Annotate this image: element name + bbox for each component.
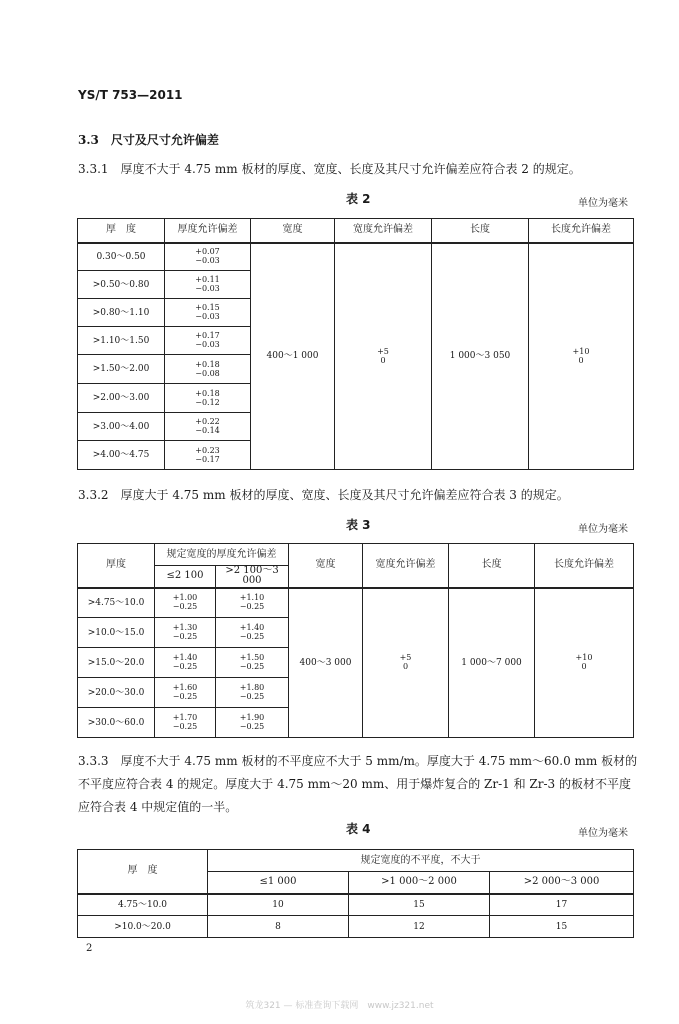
- thickness-cell: >10.0～20.0: [78, 916, 208, 938]
- table3-length-tol-cell: +10 0: [535, 588, 634, 738]
- tolerance-cell: +0.23 −0.17: [165, 441, 251, 470]
- table2-header-length: 长度: [432, 219, 529, 243]
- table4-header-c3: >2 000～3 000: [490, 872, 634, 894]
- clause-3-3-3: 3.3.3 厚度不大于 4.75 mm 板材的不平度应不大于 5 mm/m。厚度大于 4.75 mm～60.0 mm 板材的不平度应符合表 4 的规定。厚度大于 4.75 mm～20 mm、用于爆炸复合的 Zr-1 和 Zr-3 的板材不平度应符合表 4 中规定值的一半。: [78, 754, 638, 814]
- tolerance-cell: +0.11 −0.03: [165, 271, 251, 299]
- tolerance-cell: +0.18 −0.12: [165, 384, 251, 413]
- table2-caption: 表 2: [346, 192, 371, 206]
- value-cell: 15: [349, 894, 490, 916]
- tolerance-cell: +1.00 −0.25: [155, 588, 216, 618]
- table3-unit: 单位为毫米: [578, 524, 628, 535]
- thickness-cell: >30.0～60.0: [78, 708, 155, 738]
- thickness-cell: >1.10～1.50: [78, 327, 165, 355]
- tolerance-cell: +1.40 −0.25: [216, 618, 289, 648]
- table-row: [78, 894, 634, 916]
- value-cell: 8: [208, 916, 349, 938]
- thickness-cell: >15.0～20.0: [78, 648, 155, 678]
- thickness-cell: 0.30～0.50: [78, 243, 165, 271]
- tolerance-cell: +1.30 −0.25: [155, 618, 216, 648]
- table2-header-width: 宽度: [251, 219, 335, 243]
- thickness-cell: >0.80～1.10: [78, 299, 165, 327]
- table-4: [77, 849, 634, 938]
- table2-unit: 单位为毫米: [578, 198, 628, 209]
- table2-length-tol-cell: +10 0: [529, 243, 634, 470]
- table3-width-cell: 400～3 000: [289, 588, 363, 738]
- watermark: 筑龙321 — 标准查询下载网 www.jz321.net: [245, 1001, 434, 1011]
- table3-caption: 表 3: [346, 518, 371, 532]
- table3-length-cell: 1 000～7 000: [449, 588, 535, 738]
- tolerance-cell: +1.70 −0.25: [155, 708, 216, 738]
- document-code: YS/T 753—2011: [78, 88, 183, 102]
- table2-header-length-tol: 长度允许偏差: [529, 219, 634, 243]
- thickness-cell: >4.00～4.75: [78, 441, 165, 470]
- table-2: [77, 218, 634, 470]
- tolerance-cell: +1.60 −0.25: [155, 678, 216, 708]
- table2-width-cell: 400～1 000: [251, 243, 335, 470]
- clause-3-3-1: 3.3.1 厚度不大于 4.75 mm 板材的厚度、宽度、长度及其尺寸允许偏差应符合表 2 的规定。: [78, 162, 581, 176]
- tolerance-cell: +1.40 −0.25: [155, 648, 216, 678]
- table4-header-c1: ≤1 000: [208, 872, 349, 894]
- value-cell: 10: [208, 894, 349, 916]
- section-title: 3.3 尺寸及尺寸允许偏差: [78, 133, 219, 147]
- table3-header-length-tol: 长度允许偏差: [535, 544, 634, 588]
- table3-header-sub2: >2 100～3 000: [216, 566, 289, 588]
- thickness-cell: >20.0～30.0: [78, 678, 155, 708]
- tolerance-cell: +0.15 −0.03: [165, 299, 251, 327]
- tolerance-cell: +1.10 −0.25: [216, 588, 289, 618]
- table4-header-c2: >1 000～2 000: [349, 872, 490, 894]
- table3-header-thickness: 厚度: [78, 544, 155, 588]
- page-number: 2: [86, 943, 93, 954]
- table4-header-thickness: 厚 度: [78, 850, 208, 894]
- table2-length-cell: 1 000～3 050: [432, 243, 529, 470]
- tolerance-cell: +1.80 −0.25: [216, 678, 289, 708]
- table-row: [78, 588, 634, 618]
- thickness-cell: >10.0～15.0: [78, 618, 155, 648]
- table3-width-tol-cell: +5 0: [363, 588, 449, 738]
- table2-header-thickness-tol: 厚度允许偏差: [165, 219, 251, 243]
- tolerance-cell: +0.22 −0.14: [165, 413, 251, 441]
- tolerance-cell: +0.18 −0.08: [165, 355, 251, 384]
- table3-header-length: 长度: [449, 544, 535, 588]
- table4-header-row-1: [78, 850, 634, 872]
- table2-header-row: [78, 219, 634, 243]
- table3-header-row-1: [78, 544, 634, 566]
- value-cell: 15: [490, 916, 634, 938]
- thickness-cell: >3.00～4.00: [78, 413, 165, 441]
- table-row: [78, 243, 634, 271]
- value-cell: 12: [349, 916, 490, 938]
- table3-header-width-tol: 宽度允许偏差: [363, 544, 449, 588]
- tolerance-cell: +0.07 −0.03: [165, 243, 251, 271]
- table-row: [78, 916, 634, 938]
- table-3: [77, 543, 634, 738]
- thickness-cell: 4.75～10.0: [78, 894, 208, 916]
- tolerance-cell: +0.17 −0.03: [165, 327, 251, 355]
- thickness-cell: >4.75～10.0: [78, 588, 155, 618]
- thickness-cell: >0.50～0.80: [78, 271, 165, 299]
- clause-3-3-2: 3.3.2 厚度大于 4.75 mm 板材的厚度、宽度、长度及其尺寸允许偏差应符合表 3 的规定。: [78, 488, 569, 502]
- tolerance-cell: +1.90 −0.25: [216, 708, 289, 738]
- table3-header-tol-group: 规定宽度的厚度允许偏差: [155, 544, 289, 566]
- table3-header-width: 宽度: [289, 544, 363, 588]
- table4-header-group: 规定宽度的不平度，不大于: [208, 850, 634, 872]
- thickness-cell: >2.00～3.00: [78, 384, 165, 413]
- table2-header-thickness: 厚 度: [78, 219, 165, 243]
- value-cell: 17: [490, 894, 634, 916]
- tolerance-cell: +1.50 −0.25: [216, 648, 289, 678]
- table3-header-sub1: ≤2 100: [155, 566, 216, 588]
- table2-header-width-tol: 宽度允许偏差: [335, 219, 432, 243]
- thickness-cell: >1.50～2.00: [78, 355, 165, 384]
- table4-caption: 表 4: [346, 822, 371, 836]
- table2-width-tol-cell: +5 0: [335, 243, 432, 470]
- table4-unit: 单位为毫米: [578, 828, 628, 839]
